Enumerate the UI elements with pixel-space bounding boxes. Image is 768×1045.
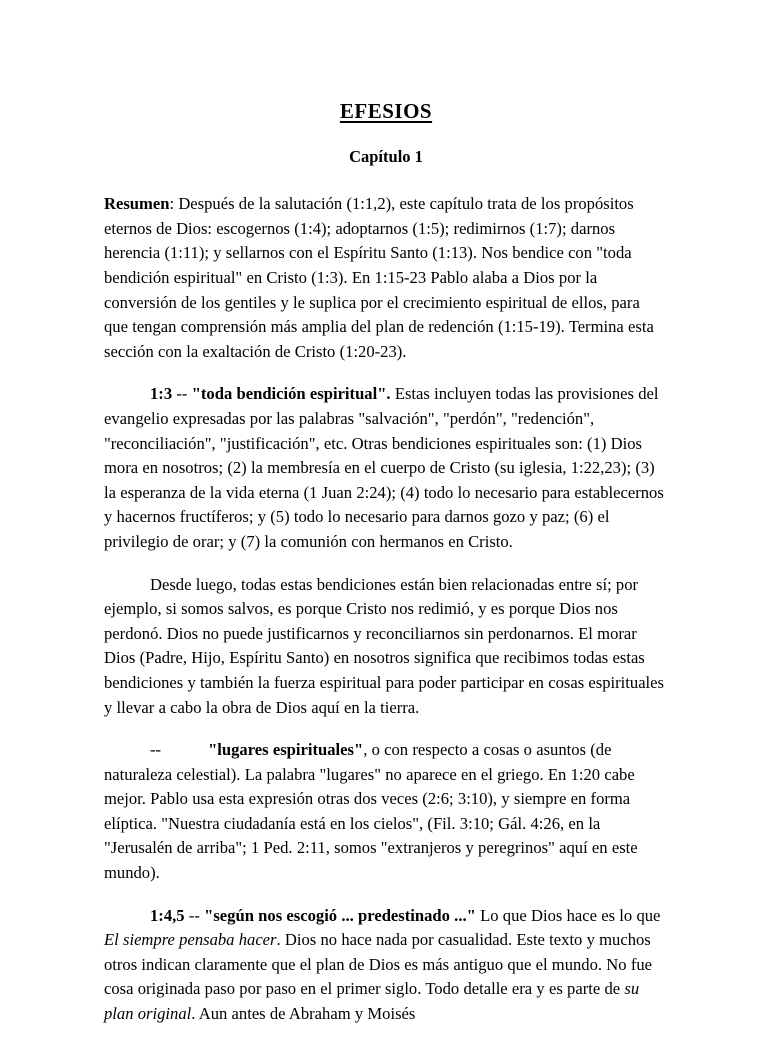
paragraph-verse-1-4-5 bbox=[104, 904, 668, 1027]
resumen-label-suffix: : bbox=[169, 194, 179, 214]
verse-1-3-body: Estas incluyen todas las provisiones del evangelio expresadas por las palabras "salvación", "perdón", "redención", "reconciliación", "justificación", etc. Otras bendiciones espirituales son: (1) Dios mora en nosotros; (2) la membresía en el cuerpo de Cristo (su iglesia, 1:22,23); (3) la esperanza de la vida eterna (1 Juan 2:24); (4) todo lo necesario para establecernos y hacernos fructíferos; y (5) todo lo necesario para darnos gozo y paz; (6) el privilegio de orar; y (7) la comunión con hermanos en Cristo. bbox=[104, 384, 664, 551]
paragraph-resumen bbox=[104, 192, 668, 364]
verse-1-4-5-body-2: . Dios no hace nada por casualidad. Este texto y muchos otros indican claramente que el plan de Dios es más antiguo que el mundo. No fue cosa originada paso por paso en el primer siglo. Todo detalle era y es parte de bbox=[104, 930, 653, 999]
lugares-heading: "lugares espirituales" bbox=[208, 740, 364, 760]
verse-1-4-5-italic-1: El siempre pensaba hacer bbox=[104, 930, 277, 950]
verse-1-4-5-ref: 1:4,5 bbox=[150, 905, 185, 925]
lugares-ref: -- bbox=[150, 740, 162, 760]
verse-1-4-5-dash: -- bbox=[184, 905, 205, 925]
document-body bbox=[104, 0, 668, 1045]
paragraph-lugares-espirituales bbox=[104, 738, 668, 886]
resumen-label: Resumen bbox=[104, 194, 170, 214]
chapter-subtitle: Capítulo 1 bbox=[349, 147, 423, 167]
desde-luego-body: Desde luego, todas estas bendiciones están bien relacionadas entre sí; por ejemplo, si somos salvos, es porque Cristo nos redimió, y es porque Dios nos perdonó. Dios no puede justificarnos y reconciliarnos sin perdonarnos. El morar Dios (Padre, Hijo, Espíritu Santo) en nosotros significa que recibimos todas estas bendiciones y también la fuerza espiritual para poder participar en cosas espirituales y llevar a cabo la obra de Dios aquí en la tierra. bbox=[104, 574, 664, 717]
resumen-body: Después de la salutación (1:1,2), este capítulo trata de los propósitos eternos de Dios: escogernos (1:4); adoptarnos (1:5); redimirnos (1:7); darnos herencia (1:11); y sellarnos con el Espíritu Santo (1:13). Nos bendice con "toda bendición espiritual" en Cristo (1:3). En 1:15-23 Pablo alaba a Dios por la conversión de los gentiles y le suplica por el crecimiento espiritual de ellos, para que tengan comprensión más amplia del plan de redención (1:15-19). Termina esta sección con la exaltación de Cristo (1:20-23). bbox=[104, 194, 654, 361]
paragraph-verse-1-3 bbox=[104, 382, 668, 554]
verse-1-3-heading: "toda bendición espiritual". bbox=[191, 384, 391, 404]
lugares-body: , o con respecto a cosas o asuntos (de naturaleza celestial). La palabra "lugares" no aparece en el griego. En 1:20 cabe mejor. Pablo usa esta expresión otras dos veces (2:6; 3:10), y siempre en forma elíptica. "Nuestra ciudadanía está en los cielos", (Fil. 3:10; Gál. 4:26, en la "Jerusalén de arriba"; 1 Ped. 2:11, somos "extranjeros y peregrinos" aquí en este mundo). bbox=[104, 740, 638, 883]
document-text-block bbox=[104, 166, 668, 1026]
verse-1-4-5-body-1: Lo que Dios hace es lo que bbox=[475, 905, 661, 925]
verse-1-4-5-body-3: . Aun antes de Abraham y Moisés bbox=[191, 1004, 416, 1024]
verse-1-3-ref: 1:3 bbox=[150, 384, 173, 404]
page-title-text: EFESIOS bbox=[339, 99, 433, 123]
verse-1-4-5-heading: "según nos escogió ... predestinado ..." bbox=[204, 905, 476, 925]
page-title bbox=[104, 0, 668, 123]
paragraph-desde-luego bbox=[104, 573, 668, 721]
verse-1-4-5-italic-2: su plan original bbox=[104, 979, 640, 1024]
verse-1-3-dash: -- bbox=[172, 384, 192, 404]
